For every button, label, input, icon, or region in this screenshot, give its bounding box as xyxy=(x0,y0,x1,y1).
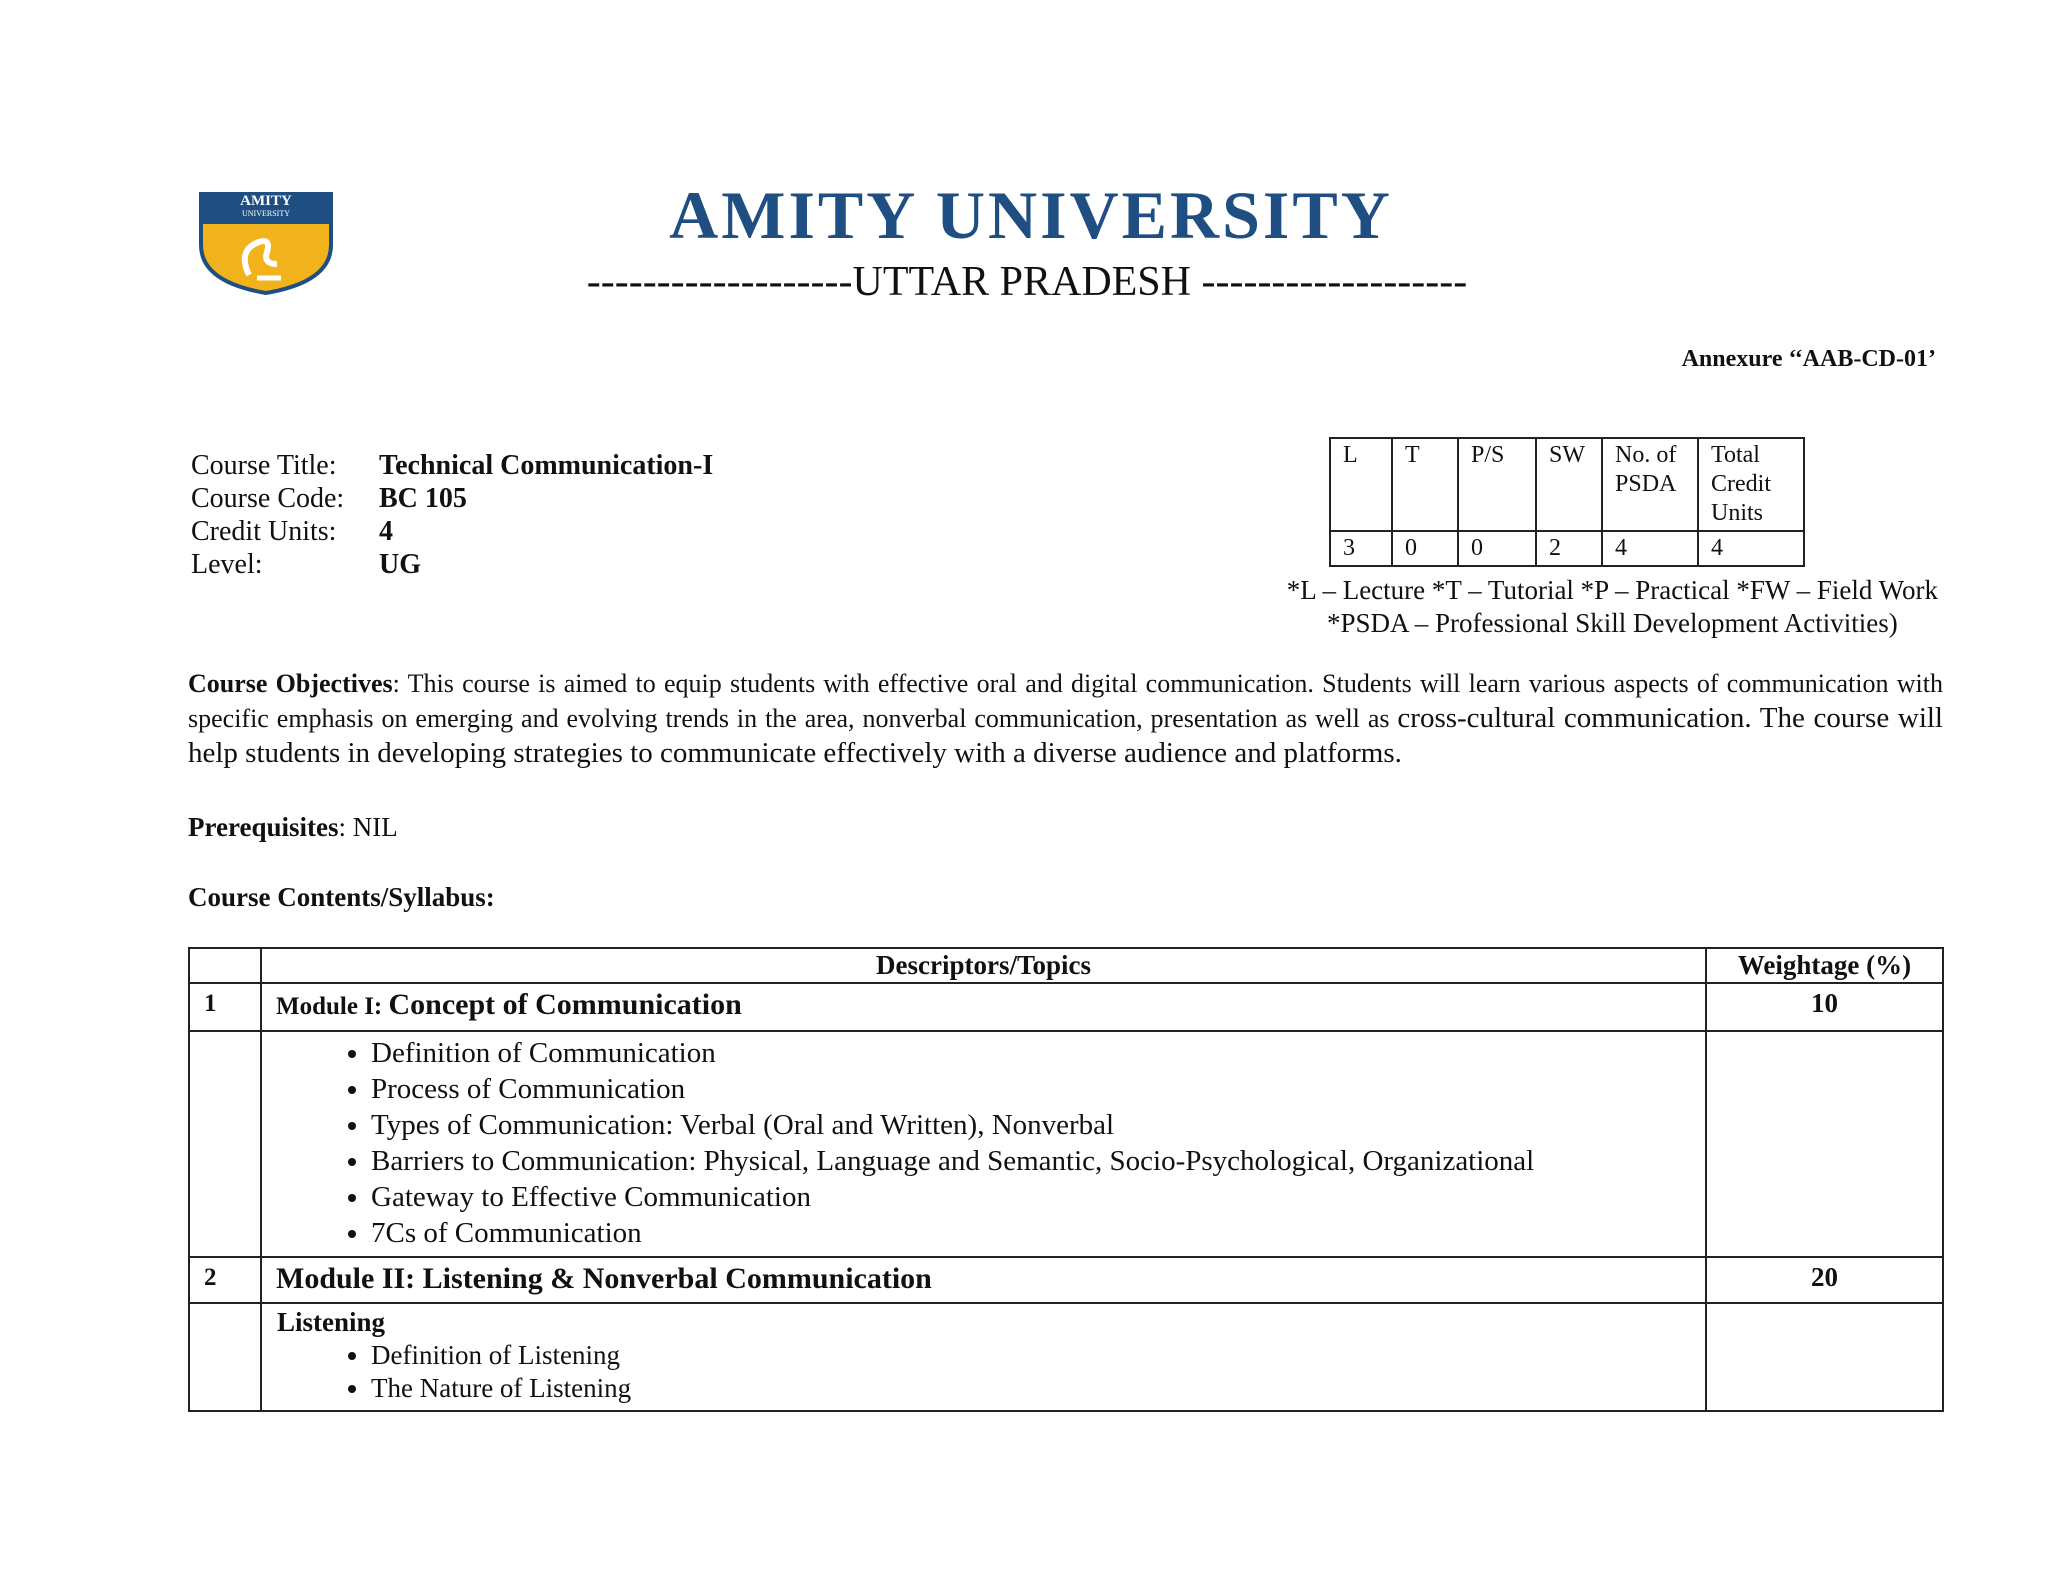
list-item: • Process of Communication xyxy=(371,1071,1704,1107)
syllabus-table xyxy=(188,947,1944,1412)
header-cell-total-credit: Total Credit Units xyxy=(1698,438,1804,531)
module-2-row xyxy=(189,1257,1943,1303)
value-cell-total-credit: 4 xyxy=(1698,531,1804,566)
course-title-label: Course Title: xyxy=(191,450,337,481)
course-code-label: Course Code: xyxy=(191,483,345,514)
header-topics-cell: Descriptors/Topics xyxy=(261,948,1706,983)
prerequisites-value: : NIL xyxy=(338,812,398,842)
module-2-topics-row xyxy=(189,1303,1943,1411)
credit-units-label: Credit Units: xyxy=(191,516,337,547)
module-1-topics-cell xyxy=(261,1031,1706,1257)
annexure-code: Annexure ‘‘AAB-CD-01’ xyxy=(1681,346,1936,372)
header-cell-ps: P/S xyxy=(1458,438,1536,531)
header-weightage-cell: Weightage (%) xyxy=(1706,948,1943,983)
prerequisites xyxy=(188,812,398,843)
course-title-row xyxy=(191,449,713,482)
module-1-weightage: 10 xyxy=(1706,983,1943,1031)
module-1-row xyxy=(189,983,1943,1031)
module-1-topics-weight-cell xyxy=(1706,1031,1943,1257)
module-2-number: 2 xyxy=(189,1257,261,1303)
course-objectives xyxy=(188,667,1943,771)
level-label: Level: xyxy=(191,549,263,580)
list-item: • Gateway to Effective Communication xyxy=(371,1179,1704,1215)
list-item: • Types of Communication: Verbal (Oral and Written), Nonverbal xyxy=(371,1107,1704,1143)
value-cell-ps: 0 xyxy=(1458,531,1536,566)
university-location: -------------------UTTAR PRADESH ------------------- xyxy=(586,259,1468,305)
course-code-value: BC 105 xyxy=(379,483,467,514)
header-cell-l: L xyxy=(1330,438,1392,531)
header-cell-psda: No. of PSDA xyxy=(1602,438,1698,531)
value-cell-psda: 4 xyxy=(1602,531,1698,566)
module-2-sub-heading: Listening xyxy=(277,1307,386,1337)
objectives-label: Course Objectives xyxy=(188,669,393,698)
course-info xyxy=(191,449,713,581)
course-title-value: Technical Communication-I xyxy=(379,450,714,481)
module-2-topics-cell xyxy=(261,1303,1706,1411)
objectives-text-continued: cross-cultural communication. The course will help students in developing strategies to communicate effectively with a diverse audience and platforms. xyxy=(188,702,1943,769)
list-item: • Definition of Listening xyxy=(371,1339,1704,1372)
university-name: AMITY UNIVERSITY xyxy=(669,177,1393,253)
credit-structure-header-row xyxy=(1330,438,1804,531)
value-cell-sw: 2 xyxy=(1536,531,1602,566)
list-item: • The Nature of Listening xyxy=(371,1372,1704,1405)
header-number-cell xyxy=(189,948,261,983)
level-row xyxy=(191,548,713,581)
syllabus-header-row xyxy=(189,948,1943,983)
logo-text-top: AMITY xyxy=(240,193,292,209)
module-1-topic-list xyxy=(263,1033,1704,1255)
module-1-topics-row xyxy=(189,1031,1943,1257)
logo-text-bottom: UNIVERSITY xyxy=(242,209,290,218)
header-cell-t: T xyxy=(1392,438,1458,531)
module-1-title xyxy=(261,983,1706,1031)
module-1-topics-number-cell xyxy=(189,1031,261,1257)
list-item: • 7Cs of Communication xyxy=(371,1215,1704,1251)
list-item: • Definition of Communication xyxy=(371,1035,1704,1071)
list-item: • Barriers to Communication: Physical, Language and Semantic, Socio-Psychological, Organizational xyxy=(371,1143,1704,1179)
credit-units-value: 4 xyxy=(379,516,393,547)
module-2-topics-weight-cell xyxy=(1706,1303,1943,1411)
credit-structure-value-row xyxy=(1330,531,1804,566)
value-cell-t: 0 xyxy=(1392,531,1458,566)
module-2-title: Module II: Listening & Nonverbal Communication xyxy=(261,1257,1706,1303)
legend-line-1: *L – Lecture *T – Tutorial *P – Practical *FW – Field Work xyxy=(1286,575,1938,605)
level-value: UG xyxy=(379,549,421,580)
module-2-weightage: 20 xyxy=(1706,1257,1943,1303)
module-1-title-prefix: Module I: xyxy=(276,993,389,1020)
module-1-number: 1 xyxy=(189,983,261,1031)
module-1-title-text: Concept of Communication xyxy=(388,988,742,1021)
syllabus-heading: Course Contents/Syllabus: xyxy=(188,882,495,912)
credit-structure-table xyxy=(1329,437,1805,567)
credit-legend xyxy=(1287,574,1938,640)
legend-line-2: *PSDA – Professional Skill Development Activities) xyxy=(1326,608,1898,638)
header-cell-sw: SW xyxy=(1536,438,1602,531)
module-2-topic-list xyxy=(263,1337,1704,1409)
module-2-topics-number-cell xyxy=(189,1303,261,1411)
course-code-row xyxy=(191,482,713,515)
prerequisites-label: Prerequisites xyxy=(188,812,339,842)
objectives-text: : This course is aimed to equip students with effective oral and digital communication. Students will learn various aspects of communication with specific emphasis on emerging and evolving trends in the area, nonverbal communication, presentation as well as xyxy=(188,669,1943,733)
credit-units-row xyxy=(191,515,713,548)
value-cell-l: 3 xyxy=(1330,531,1392,566)
